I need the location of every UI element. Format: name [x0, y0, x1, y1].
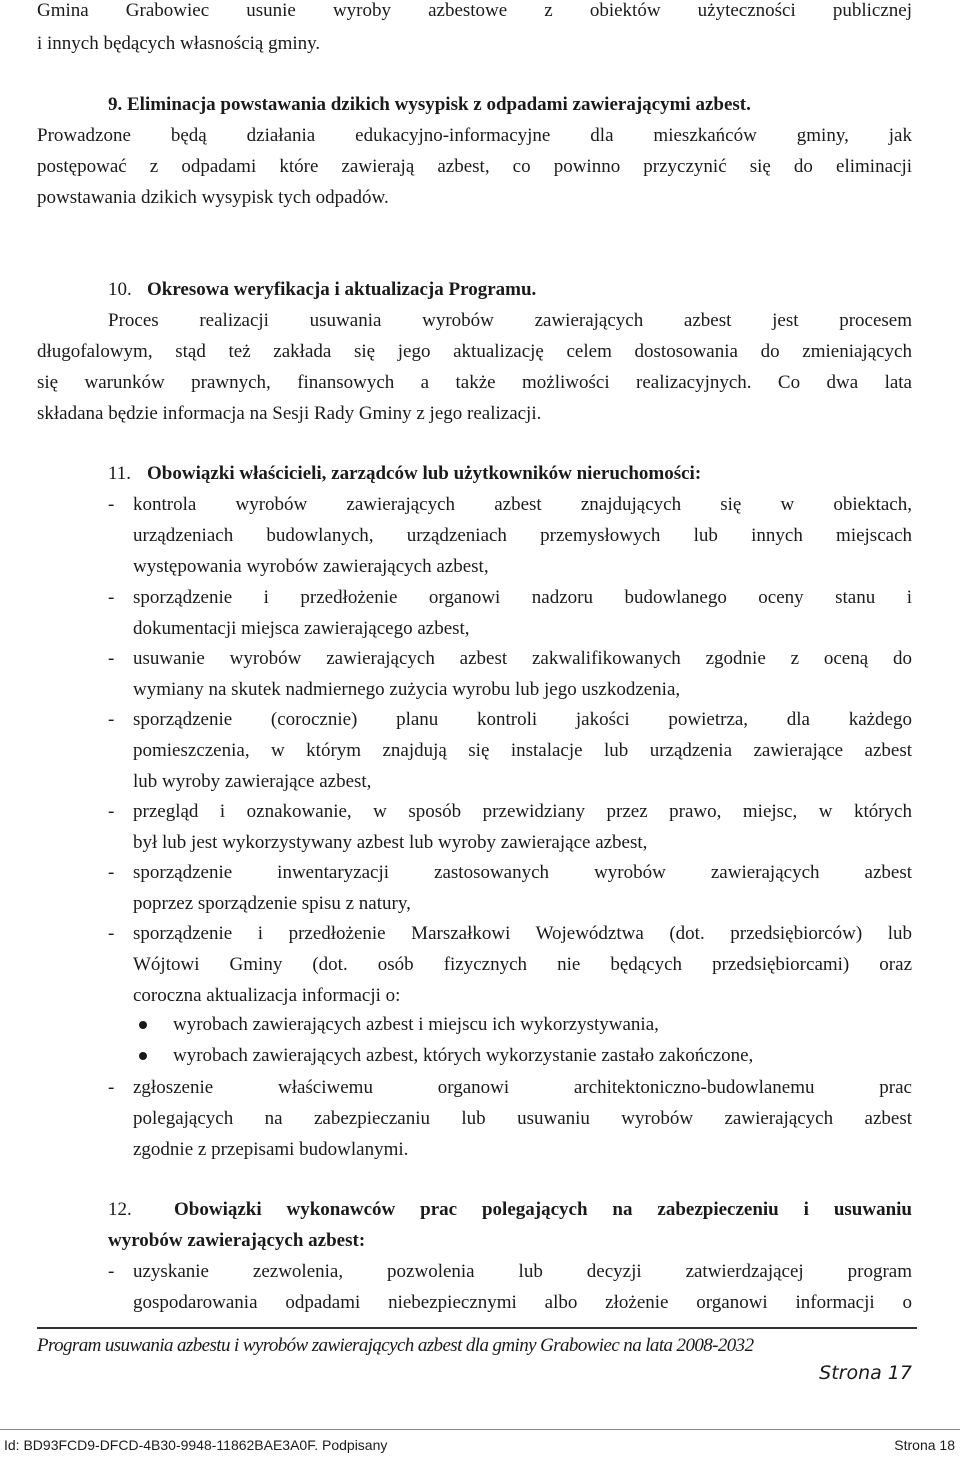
list-item-line: dokumentacji miejsca zawierającego azbest,: [133, 618, 470, 639]
section-10-line: składana będzie informacja na Sesji Rady Gminy z jego realizacji.: [37, 403, 542, 424]
section-12-heading: wyrobów zawierających azbest:: [108, 1230, 366, 1251]
list-item-line: lub wyroby zawierające azbest,: [133, 771, 372, 792]
list-dash: -: [108, 709, 115, 730]
section-11-heading: Obowiązki właścicieli, zarządców lub użytkowników nieruchomości:: [147, 463, 702, 484]
list-item-line: przegląd i oznakowanie, w sposób przewidziany przez prawo, miejsc, w których: [133, 801, 912, 822]
list-dash: -: [108, 862, 115, 883]
bullet-item: wyrobach zawierających azbest i miejscu ich wykorzystywania,: [173, 1014, 659, 1035]
section-9-line: Prowadzone będą działania edukacyjno-informacyjne dla mieszkańców gminy, jak: [37, 125, 912, 146]
signature-divider: [0, 1429, 960, 1430]
section-10-line: Proces realizacji usuwania wyrobów zawierających azbest jest procesem: [108, 310, 912, 331]
intro-line-2: i innych będących własnością gminy.: [37, 33, 321, 54]
section-9-line: powstawania dzikich wysypisk tych odpadów.: [37, 187, 389, 208]
list-dash: -: [108, 801, 115, 822]
section-10-heading: Okresowa weryfikacja i aktualizacja Programu.: [147, 279, 537, 300]
list-item-line: sporządzenie i przedłożenie Marszałkowi Województwa (dot. przedsiębiorców) lub: [133, 923, 912, 944]
list-item-line: zgodnie z przepisami budowlanymi.: [133, 1139, 409, 1160]
section-12-number: 12.: [108, 1199, 132, 1220]
list-item-line: usuwanie wyrobów zawierających azbest zakwalifikowanych zgodnie z oceną do: [133, 648, 912, 669]
list-dash: -: [108, 923, 115, 944]
list-dash: -: [108, 648, 115, 669]
signature-id: Id: BD93FCD9-DFCD-4B30-9948-11862BAE3A0F. Podpisany: [4, 1437, 388, 1453]
bullet-icon: [139, 1021, 147, 1029]
footer-title: Program usuwania azbestu i wyrobów zawierających azbest dla gminy Grabowiec na lata 2008-2032: [37, 1335, 754, 1356]
intro-line-1: Gmina Grabowiec usunie wyroby azbestowe z obiektów użyteczności publicznej: [37, 0, 912, 21]
section-9-line: postępować z odpadami które zawierają azbest, co powinno przyczynić się do eliminacji: [37, 156, 912, 177]
list-item-line: kontrola wyrobów zawierających azbest znajdujących się w obiektach,: [133, 494, 912, 515]
footer-page-number: Strona 17: [819, 1362, 912, 1384]
list-dash: -: [108, 1261, 115, 1282]
list-item-line: polegających na zabezpieczaniu lub usuwaniu wyrobów zawierających azbest: [133, 1108, 912, 1129]
list-item-line: występowania wyrobów zawierających azbest,: [133, 556, 489, 577]
section-12-heading: Obowiązki wykonawców prac polegających na zabezpieczeniu i usuwaniu: [174, 1199, 912, 1220]
list-item-line: sporządzenie i przedłożenie organowi nadzoru budowlanego oceny stanu i: [133, 587, 912, 608]
list-item-line: pomieszczenia, w którym znajdują się instalacje lub urządzenia zawierające azbest: [133, 740, 912, 761]
list-item-line: sporządzenie (corocznie) planu kontroli jakości powietrza, dla każdego: [133, 709, 912, 730]
section-10-number: 10.: [108, 279, 132, 300]
list-item-line: uzyskanie zezwolenia, pozwolenia lub decyzji zatwierdzającej program: [133, 1261, 912, 1282]
section-10-line: długofalowym, stąd też zakłada się jego aktualizację celem dostosowania do zmieniających: [37, 341, 912, 362]
list-item-line: wymiany na skutek nadmiernego zużycia wyrobu lub jego uszkodzenia,: [133, 679, 681, 700]
list-item-line: zgłoszenie właściwemu organowi architektoniczno-budowlanemu prac: [133, 1077, 912, 1098]
bullet-icon: [139, 1052, 147, 1060]
list-dash: -: [108, 494, 115, 515]
section-9-heading: 9. Eliminacja powstawania dzikich wysypisk z odpadami zawierającymi azbest.: [108, 94, 751, 115]
footer-rule: [37, 1327, 917, 1329]
list-item-line: coroczna aktualizacja informacji o:: [133, 985, 401, 1006]
list-item-line: gospodarowania odpadami niebezpiecznymi albo złożenie organowi informacji o: [133, 1292, 912, 1313]
list-item-line: poprzez sporządzenie spisu z natury,: [133, 893, 411, 914]
list-item-line: Wójtowi Gminy (dot. osób fizycznych nie będących przedsiębiorcami) oraz: [133, 954, 912, 975]
bullet-item: wyrobach zawierających azbest, których wykorzystanie zastało zakończone,: [173, 1045, 754, 1066]
list-item-line: sporządzenie inwentaryzacji zastosowanych wyrobów zawierających azbest: [133, 862, 912, 883]
section-11-number: 11.: [108, 463, 132, 484]
list-dash: -: [108, 587, 115, 608]
list-item-line: urządzeniach budowlanych, urządzeniach przemysłowych lub innych miejscach: [133, 525, 912, 546]
signature-page: Strona 18: [894, 1437, 955, 1453]
list-dash: -: [108, 1077, 115, 1098]
list-item-line: był lub jest wykorzystywany azbest lub wyroby zawierające azbest,: [133, 832, 648, 853]
section-10-line: się warunków prawnych, finansowych a także możliwości realizacyjnych. Co dwa lata: [37, 372, 912, 393]
